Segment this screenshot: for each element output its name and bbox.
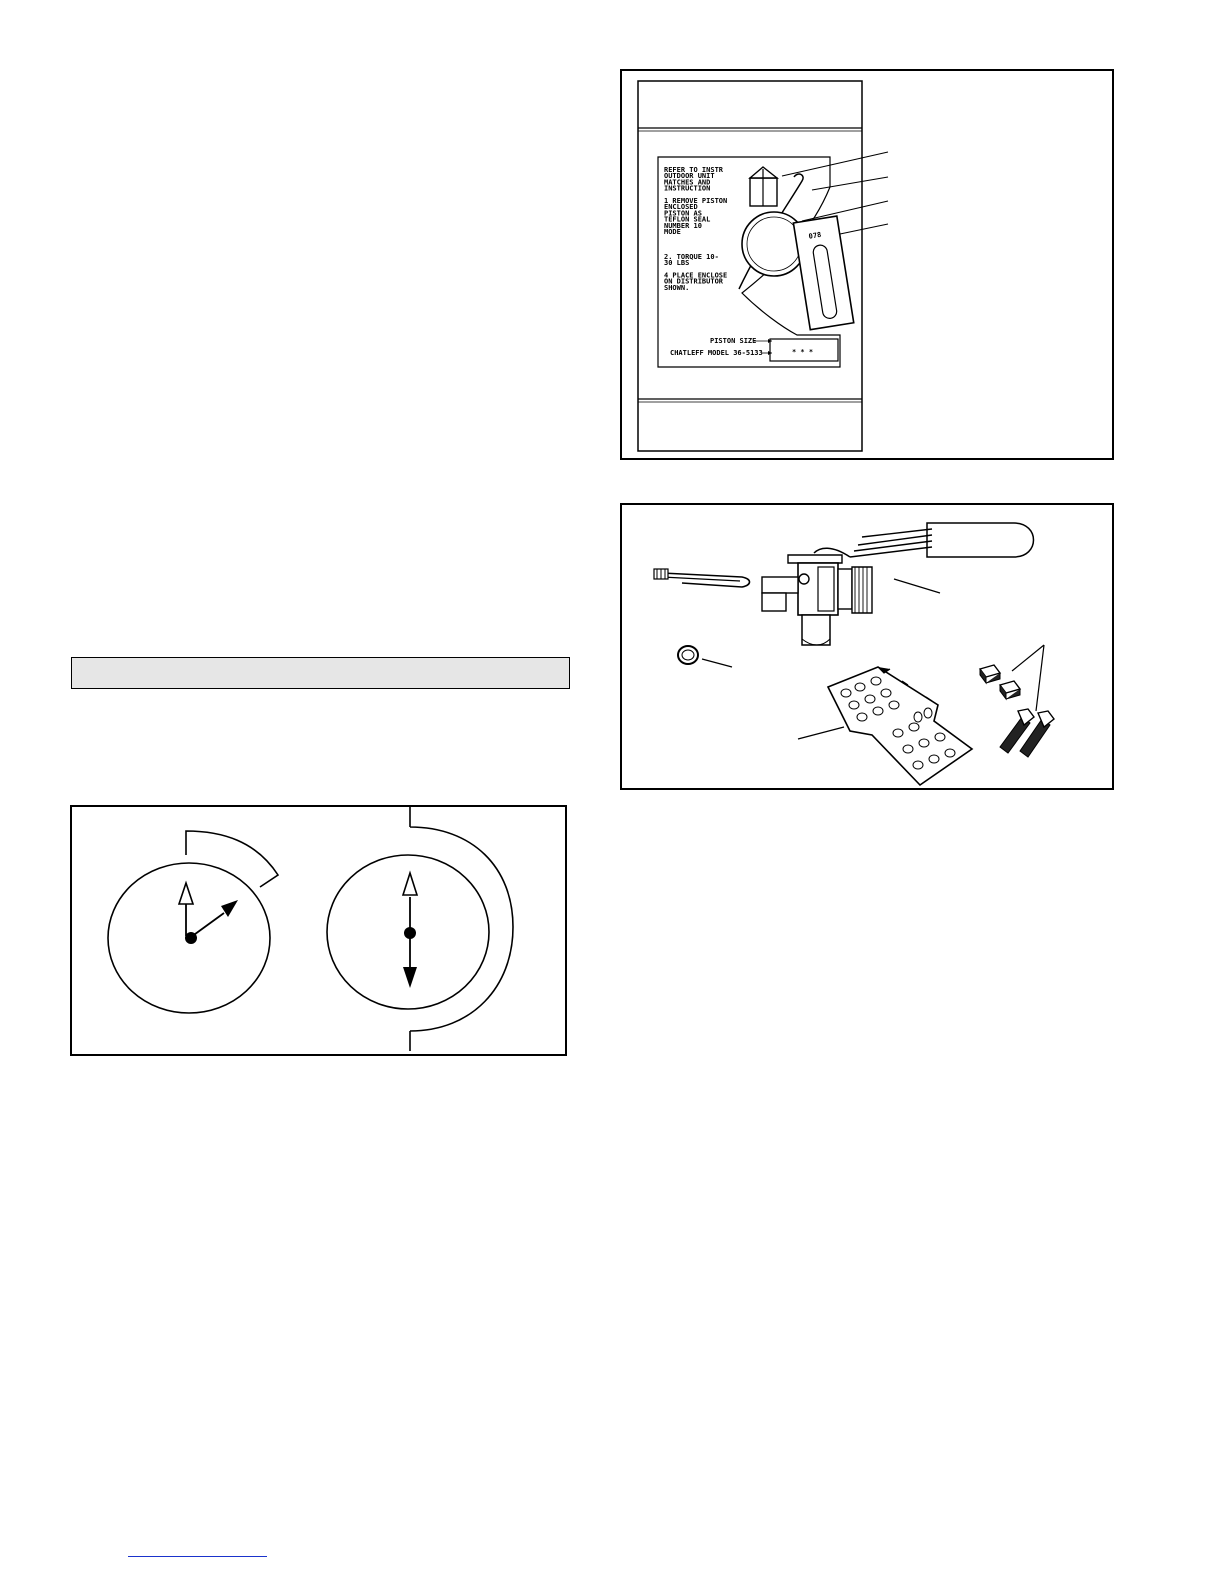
instruction-line: NUMBER 10: [664, 221, 702, 230]
piston-label-drawing: [622, 71, 1112, 458]
instruction-line: 2. TORQUE 10-: [664, 252, 719, 261]
bulb-position-drawing: [72, 807, 565, 1054]
instruction-line: TEFLON SEAL: [664, 215, 711, 224]
instruction-line: OUTDOOR UNIT: [664, 172, 715, 181]
clock-right-icon: [327, 807, 513, 1051]
instruction-line: MATCHES AND: [664, 178, 711, 187]
teflon-ring-icon: [678, 646, 698, 664]
chatleff-model-label: CHATLEFF MODEL 36-5133: [670, 349, 763, 357]
instruction-line: REFER TO INSTR: [664, 166, 724, 174]
instruction-line: INSTRUCTION: [664, 184, 711, 193]
txv-kit-drawing: [622, 505, 1112, 788]
instruction-line: ON DISTRIBUTOR: [664, 277, 724, 286]
instruction-line: ENCLOSED: [664, 203, 698, 212]
instruction-line: SHOWN.: [664, 283, 690, 292]
footer-link-underline[interactable]: [128, 1556, 267, 1557]
txv-valve-icon: [762, 555, 872, 645]
piston-tag-text: 078: [808, 230, 822, 241]
equalizer-tube-icon: [654, 569, 750, 587]
figure-bulb-position: [70, 805, 567, 1056]
bolt-icon: [1000, 709, 1054, 757]
figure-txv-kit: [620, 503, 1114, 790]
piston-size-value: * * *: [792, 348, 814, 356]
figure-piston-label: [620, 69, 1114, 460]
instruction-line: 30 LBS: [664, 259, 690, 267]
instruction-line: 4 PLACE ENCLOSE: [664, 271, 728, 280]
instruction-line: MODE: [664, 228, 681, 236]
instruction-line: PISTON AS: [664, 209, 702, 218]
instruction-line: 1 REMOVE PISTON: [664, 197, 728, 205]
sensing-bulb-icon: [814, 523, 1034, 557]
piston-size-label: PISTON SIZE: [710, 337, 757, 345]
clock-left-icon: [108, 831, 278, 1013]
section-heading-bar: [71, 657, 570, 689]
mounting-bracket-icon: [828, 667, 972, 785]
